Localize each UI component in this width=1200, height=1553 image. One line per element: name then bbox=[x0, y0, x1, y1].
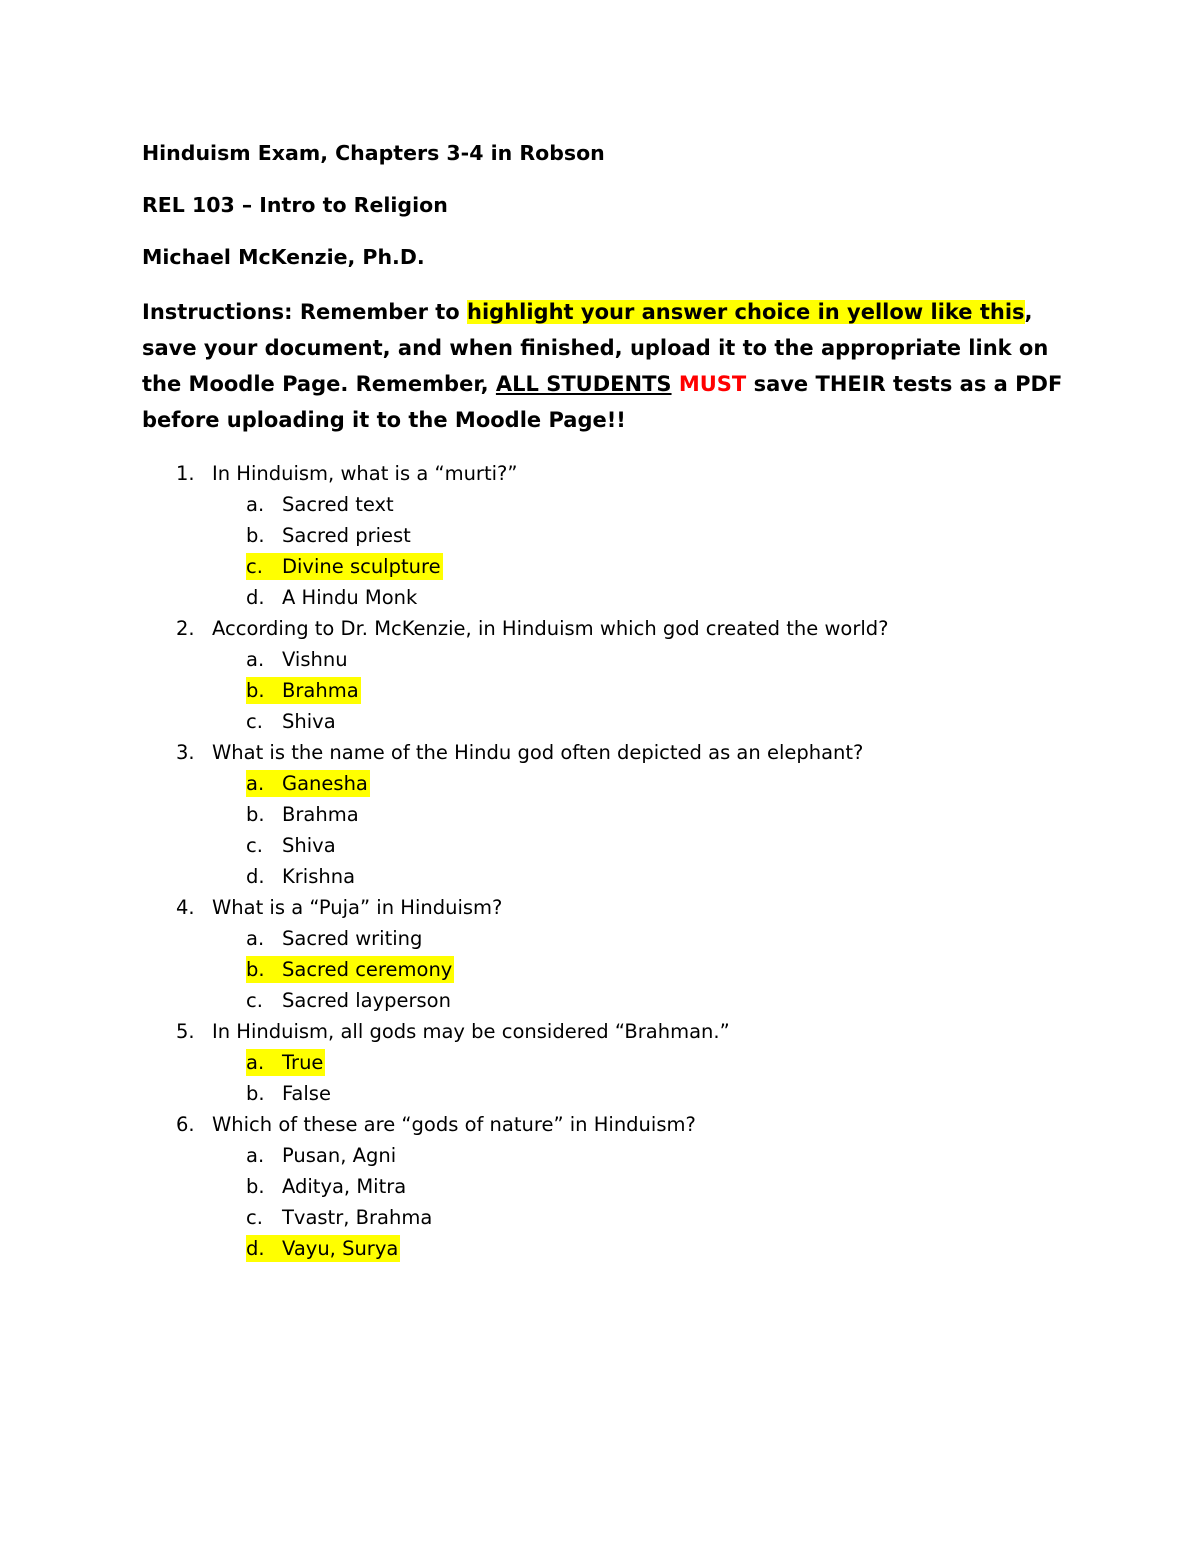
answer-option[interactable] bbox=[142, 582, 1072, 613]
question-text: What is a “Puja” in Hinduism? bbox=[212, 896, 503, 919]
option-letter: d. bbox=[246, 865, 265, 888]
option-text: Sacred ceremony bbox=[282, 958, 453, 981]
option-letter: a. bbox=[246, 1144, 265, 1167]
option-letter: b. bbox=[246, 958, 265, 981]
option-text: Krishna bbox=[282, 865, 356, 888]
option-letter: b. bbox=[246, 1082, 265, 1105]
answer-option[interactable] bbox=[142, 799, 1072, 830]
answer-option[interactable] bbox=[142, 1233, 1072, 1264]
answer-option[interactable] bbox=[142, 706, 1072, 737]
question-text: Which of these are “gods of nature” in Hinduism? bbox=[212, 1113, 696, 1136]
answer-choice bbox=[246, 584, 419, 611]
document-page bbox=[142, 140, 1072, 1264]
option-letter: a. bbox=[246, 648, 265, 671]
answer-choice bbox=[246, 832, 338, 859]
option-letter: c. bbox=[246, 989, 263, 1012]
option-text: Vayu, Surya bbox=[282, 1237, 399, 1260]
question-number: 1. bbox=[176, 462, 195, 485]
option-letter: c. bbox=[246, 555, 263, 578]
option-letter: c. bbox=[246, 834, 263, 857]
question-number: 6. bbox=[176, 1113, 195, 1136]
answer-choice bbox=[246, 1173, 408, 1200]
answer-option[interactable] bbox=[142, 923, 1072, 954]
instructions-text-3: save THEIR tests as a PDF before uploading it to the Moodle Page!! bbox=[142, 372, 1063, 432]
question-2 bbox=[142, 613, 1072, 644]
highlighted-answer bbox=[246, 677, 361, 704]
option-text: Sacred text bbox=[282, 493, 394, 516]
answer-option[interactable] bbox=[142, 830, 1072, 861]
answer-option[interactable] bbox=[142, 861, 1072, 892]
option-text: Pusan, Agni bbox=[282, 1144, 397, 1167]
option-text: Ganesha bbox=[282, 772, 368, 795]
option-text: Shiva bbox=[282, 834, 336, 857]
option-letter: c. bbox=[246, 1206, 263, 1229]
option-letter: a. bbox=[246, 493, 265, 516]
answer-option[interactable] bbox=[142, 489, 1072, 520]
instructor-name: Michael McKenzie, Ph.D. bbox=[142, 245, 425, 269]
option-text: Brahma bbox=[282, 679, 359, 702]
question-3 bbox=[142, 737, 1072, 768]
answer-option[interactable] bbox=[142, 675, 1072, 706]
option-letter: d. bbox=[246, 1237, 265, 1260]
question-number: 2. bbox=[176, 617, 195, 640]
option-letter: b. bbox=[246, 679, 265, 702]
highlighted-answer bbox=[246, 1049, 325, 1076]
option-text: Aditya, Mitra bbox=[282, 1175, 407, 1198]
option-letter: b. bbox=[246, 1175, 265, 1198]
question-text: In Hinduism, what is a “murti?” bbox=[212, 462, 518, 485]
instructions-space bbox=[672, 372, 679, 396]
question-text: What is the name of the Hindu god often depicted as an elephant? bbox=[212, 741, 864, 764]
option-letter: b. bbox=[246, 524, 265, 547]
highlighted-answer bbox=[246, 956, 454, 983]
option-letter: a. bbox=[246, 1051, 265, 1074]
option-text: Vishnu bbox=[282, 648, 348, 671]
option-text: Sacred layperson bbox=[282, 989, 451, 1012]
instructions-highlight-example: highlight your answer choice in yellow like this bbox=[467, 300, 1025, 324]
question-4 bbox=[142, 892, 1072, 923]
question-number: 3. bbox=[176, 741, 195, 764]
answer-option[interactable] bbox=[142, 1202, 1072, 1233]
option-text: False bbox=[282, 1082, 331, 1105]
answer-option[interactable] bbox=[142, 954, 1072, 985]
question-text: In Hinduism, all gods may be considered “Brahman.” bbox=[212, 1020, 730, 1043]
option-letter: d. bbox=[246, 586, 265, 609]
instructions-text-2: , save your document, and when finished, upload it to the appropriate link on the Moodle Page. Remember, bbox=[142, 300, 1049, 396]
answer-choice bbox=[246, 522, 413, 549]
answer-choice bbox=[246, 1142, 398, 1169]
answer-option[interactable] bbox=[142, 551, 1072, 582]
answer-choice bbox=[246, 925, 424, 952]
answer-choice bbox=[246, 863, 357, 890]
answer-option[interactable] bbox=[142, 1078, 1072, 1109]
answer-option[interactable] bbox=[142, 985, 1072, 1016]
answer-choice bbox=[246, 801, 361, 828]
answer-option[interactable] bbox=[142, 768, 1072, 799]
answer-choice bbox=[246, 987, 453, 1014]
option-text: Tvastr, Brahma bbox=[282, 1206, 433, 1229]
instructions-paragraph bbox=[142, 294, 1072, 438]
question-number: 4. bbox=[176, 896, 195, 919]
option-letter: b. bbox=[246, 803, 265, 826]
answer-choice bbox=[246, 1080, 333, 1107]
instructions-warning-must: MUST bbox=[678, 372, 747, 396]
answer-option[interactable] bbox=[142, 1171, 1072, 1202]
answer-choice bbox=[246, 646, 350, 673]
exam-title: Hinduism Exam, Chapters 3-4 in Robson bbox=[142, 141, 605, 165]
option-letter: a. bbox=[246, 927, 265, 950]
option-text: Divine sculpture bbox=[282, 555, 441, 578]
question-number: 5. bbox=[176, 1020, 195, 1043]
option-text: Sacred writing bbox=[282, 927, 423, 950]
question-6 bbox=[142, 1109, 1072, 1140]
highlighted-answer bbox=[246, 770, 370, 797]
answer-option[interactable] bbox=[142, 520, 1072, 551]
question-list bbox=[142, 458, 1072, 1264]
instructions-text-1: Instructions: Remember to bbox=[142, 300, 468, 324]
answer-option[interactable] bbox=[142, 1047, 1072, 1078]
question-5 bbox=[142, 1016, 1072, 1047]
question-text: According to Dr. McKenzie, in Hinduism which god created the world? bbox=[212, 617, 889, 640]
answer-option[interactable] bbox=[142, 1140, 1072, 1171]
option-text: Shiva bbox=[282, 710, 336, 733]
answer-choice bbox=[246, 708, 338, 735]
option-text: Brahma bbox=[282, 803, 359, 826]
course-name: REL 103 – Intro to Religion bbox=[142, 193, 448, 217]
option-letter: c. bbox=[246, 710, 263, 733]
option-text: Sacred priest bbox=[282, 524, 411, 547]
answer-choice bbox=[246, 491, 396, 518]
option-text: True bbox=[282, 1051, 324, 1074]
highlighted-answer bbox=[246, 1235, 400, 1262]
answer-option[interactable] bbox=[142, 644, 1072, 675]
answer-choice bbox=[246, 1204, 434, 1231]
option-letter: a. bbox=[246, 772, 265, 795]
question-1 bbox=[142, 458, 1072, 489]
highlighted-answer bbox=[246, 553, 443, 580]
instructions-underlined: ALL STUDENTS bbox=[495, 372, 672, 396]
option-text: A Hindu Monk bbox=[282, 586, 418, 609]
